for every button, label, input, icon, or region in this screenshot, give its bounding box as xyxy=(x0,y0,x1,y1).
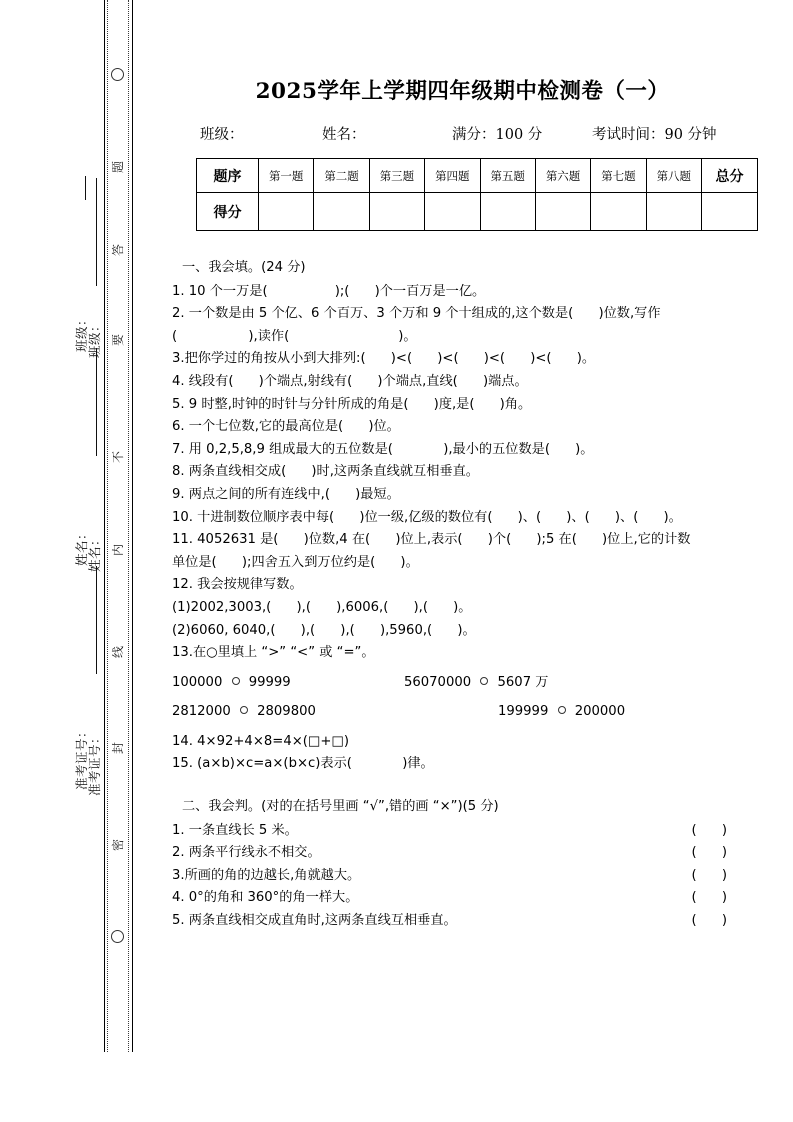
score-col-6: 第六题 xyxy=(535,159,590,193)
comparison-1-left: 100000 xyxy=(172,674,223,690)
spacer xyxy=(172,694,757,701)
score-col-1: 第一题 xyxy=(259,159,314,193)
comparison-1-right: 99999 xyxy=(248,674,291,690)
seal-circle-top xyxy=(111,68,124,81)
comparison-3-left: 2812000 xyxy=(172,704,231,720)
judge-item-3-text: 3.所画的角的边越长,角就越大。 xyxy=(172,867,361,883)
comparison-row-1 xyxy=(172,672,757,695)
exam-meta-row xyxy=(168,123,757,144)
question-13: 13.在○里填上 “>” “<” 或 “=”。 xyxy=(172,645,375,661)
score-cell-7[interactable] xyxy=(591,193,646,231)
seal-char-xian: 线 xyxy=(111,646,125,659)
judge-item-5-text: 5. 两条直线相交成直角时,这两条直线互相垂直。 xyxy=(172,913,457,929)
score-cell-6[interactable] xyxy=(535,193,590,231)
meta-exam-time: 考试时间：90 分钟 xyxy=(592,127,717,143)
comparison-pair-4 xyxy=(430,701,625,724)
spacer xyxy=(172,776,757,796)
question-12-b: (2)6060, 6040,( ),( ),( ),5960,( )。 xyxy=(172,622,476,638)
meta-full-score: 满分：100 分 xyxy=(452,127,543,143)
circle-blank-icon[interactable] xyxy=(558,706,566,714)
question-6: 6. 一个七位数,它的最高位是( )位。 xyxy=(172,419,400,435)
seal-char-yao: 要 xyxy=(111,334,125,347)
question-12: 12. 我会按规律写数。 xyxy=(172,577,303,593)
seal-divider-2 xyxy=(96,348,97,456)
judge-item-4 xyxy=(172,887,757,910)
comparison-2-left: 56070000 xyxy=(404,674,472,690)
circle-blank-icon[interactable] xyxy=(240,706,248,714)
seal-rule-outer xyxy=(104,0,105,1052)
score-table-wrapper xyxy=(168,158,757,231)
judge-item-3-answer[interactable]: ( ) xyxy=(691,867,727,883)
question-body xyxy=(168,257,757,933)
comparison-pair-3 xyxy=(172,701,430,724)
judge-item-2-text: 2. 两条平行线永不相交。 xyxy=(172,845,321,861)
seal-field-examno-2: 准考证号： xyxy=(87,730,102,796)
circle-blank-icon[interactable] xyxy=(480,677,488,685)
seal-field-name-2: 姓名： xyxy=(87,532,102,572)
seal-char-da: 答 xyxy=(111,244,125,257)
seal-field-class-2: 班级： xyxy=(87,318,102,358)
score-col-2: 第二题 xyxy=(314,159,369,193)
score-col-3: 第三题 xyxy=(369,159,424,193)
question-4: 4. 线段有( )个端点,射线有( )个端点,直线( )端点。 xyxy=(172,373,528,389)
score-col-7: 第七题 xyxy=(591,159,646,193)
page-title: 2025学年上学期四年级期中检测卷（一） xyxy=(255,79,670,104)
comparison-pair-2 xyxy=(404,672,548,695)
judge-item-3 xyxy=(172,865,757,888)
seal-rule-inner xyxy=(132,0,133,1052)
meta-name-label: 姓名： xyxy=(322,127,366,143)
seal-circle-bottom xyxy=(111,930,124,943)
score-col-total: 总分 xyxy=(702,159,758,193)
comparison-row-2 xyxy=(172,701,757,724)
question-10: 10. 十进制数位顺序表中每( )位一级,亿级的数位有( )、( )、( )、( )。 xyxy=(172,509,682,525)
comparison-pair-1 xyxy=(172,672,404,695)
question-11-cont: 单位是( );四舍五入到万位约是( )。 xyxy=(172,554,419,570)
judge-item-5-answer[interactable]: ( ) xyxy=(691,913,727,929)
question-15: 15. (a×b)×c=a×(b×c)表示( )律。 xyxy=(172,756,434,772)
seal-char-nei: 内 xyxy=(111,544,125,557)
question-12-a: (1)2002,3003,( ),( ),6006,( ),( )。 xyxy=(172,599,472,615)
question-5: 5. 9 时整,时钟的时针与分针所成的角是( )度,是( )角。 xyxy=(172,396,532,412)
question-7: 7. 用 0,2,5,8,9 组成最大的五位数是( ),最小的五位数是( )。 xyxy=(172,441,594,457)
meta-class-label: 班级： xyxy=(200,127,244,143)
spacer xyxy=(172,665,757,672)
score-cell-5[interactable] xyxy=(480,193,535,231)
question-1: 1. 10 个一万是( );( )个一百万是一亿。 xyxy=(172,283,486,299)
spacer xyxy=(172,724,757,731)
question-11: 11. 4052631 是( )位数,4 在( )位上,表示( )个( );5 在( )位上,它的计数 xyxy=(172,532,691,548)
score-col-5: 第五题 xyxy=(480,159,535,193)
judge-item-2-answer[interactable]: ( ) xyxy=(691,845,727,861)
exam-sheet xyxy=(150,0,793,1122)
seal-char-ti: 题 xyxy=(111,161,125,174)
score-cell-1[interactable] xyxy=(259,193,314,231)
question-3: 3.把你学过的角按从小到大排列:( )<( )<( )<( )<( )。 xyxy=(172,351,596,367)
table-row-scores xyxy=(197,193,758,231)
judge-item-4-text: 4. 0°的角和 360°的角一样大。 xyxy=(172,890,359,906)
question-2-cont: ( ),读作( )。 xyxy=(172,328,417,344)
seal-char-feng: 封 xyxy=(111,742,125,755)
seal-dash-mark xyxy=(85,176,86,200)
table-row-header xyxy=(197,159,758,193)
score-table-row-label-2: 得分 xyxy=(197,193,259,231)
seal-divider-3 xyxy=(96,566,97,674)
score-cell-2[interactable] xyxy=(314,193,369,231)
judge-item-1 xyxy=(172,820,757,843)
seal-field-name-1: 姓名： xyxy=(74,526,89,566)
judge-item-4-answer[interactable]: ( ) xyxy=(691,890,727,906)
section-1-heading: 一、我会填。(24 分) xyxy=(182,260,306,275)
comparison-4-left: 199999 xyxy=(498,704,549,720)
seal-sidebar xyxy=(0,0,150,1122)
judge-item-1-answer[interactable]: ( ) xyxy=(691,822,727,838)
seal-divider-1 xyxy=(96,178,97,286)
score-cell-8[interactable] xyxy=(646,193,701,231)
seal-char-bu: 不 xyxy=(111,451,125,464)
seal-char-mi: 密 xyxy=(111,839,125,852)
score-cell-total[interactable] xyxy=(702,193,758,231)
comparison-4-right: 200000 xyxy=(574,704,626,720)
seal-field-examno-1: 准考证号： xyxy=(74,724,89,790)
judge-item-1-text: 1. 一条直线长 5 米。 xyxy=(172,822,298,838)
judge-item-2 xyxy=(172,842,757,865)
score-col-4: 第四题 xyxy=(425,159,480,193)
score-col-8: 第八题 xyxy=(646,159,701,193)
score-cell-3[interactable] xyxy=(369,193,424,231)
score-table-row-label-1: 题序 xyxy=(197,159,259,193)
judge-item-5 xyxy=(172,910,757,933)
question-9: 9. 两点之间的所有连线中,( )最短。 xyxy=(172,486,400,502)
circle-blank-icon[interactable] xyxy=(232,677,240,685)
question-8: 8. 两条直线相交成( )时,这两条直线就互相垂直。 xyxy=(172,464,479,480)
comparison-2-right: 5607 万 xyxy=(497,674,549,690)
comparison-3-right: 2809800 xyxy=(257,704,316,720)
seal-field-class-1: 班级： xyxy=(74,312,89,352)
question-2: 2. 一个数是由 5 个亿、6 个百万、3 个万和 9 个十组成的,这个数是( )位数,写作 xyxy=(172,306,661,322)
score-cell-4[interactable] xyxy=(425,193,480,231)
score-table xyxy=(196,158,758,231)
question-14: 14. 4×92+4×8=4×(□+□) xyxy=(172,733,350,749)
section-2-heading: 二、我会判。(对的在括号里画 “√”,错的画 “×”)(5 分) xyxy=(182,799,499,815)
